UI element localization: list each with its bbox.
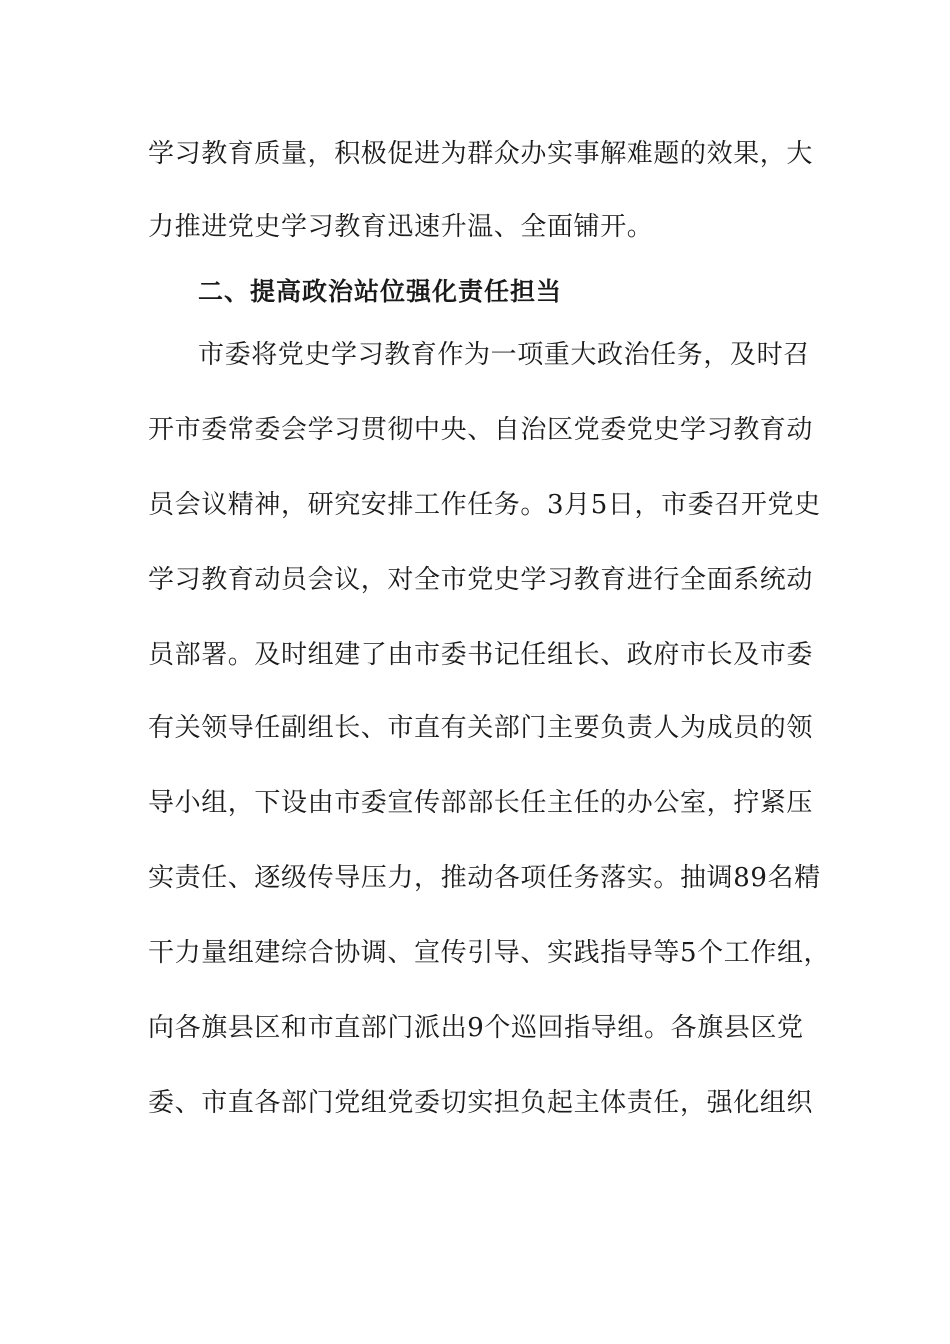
paragraph-line: 员部署。及时组建了由市委书记任组长、政府市长及市委 — [148, 640, 814, 670]
paragraph-line: 力推进党史学习教育迅速升温、全面铺开。 — [148, 212, 654, 242]
paragraph-line: 导小组，下设由市委宣传部部长任主任的办公室，拧紧压 — [148, 788, 814, 818]
paragraph-line: 学习教育质量，积极促进为群众办实事解难题的效果，大 — [148, 139, 814, 169]
section-heading: 二、提高政治站位强化责任担当 — [198, 277, 563, 306]
paragraph-line: 员会议精神，研究安排工作任务。3月5日，市委召开党史 — [148, 490, 821, 520]
paragraph-line: 开市委常委会学习贯彻中央、自治区党委党史学习教育动 — [148, 415, 814, 445]
paragraph-line: 市委将党史学习教育作为一项重大政治任务，及时召 — [198, 340, 810, 370]
paragraph-line: 有关领导任副组长、市直有关部门主要负责人为成员的领 — [148, 713, 814, 743]
paragraph-line: 干力量组建综合协调、宣传引导、实践指导等5个工作组， — [148, 938, 831, 968]
paragraph-line: 学习教育动员会议，对全市党史学习教育进行全面系统动 — [148, 565, 814, 595]
paragraph-line: 向各旗县区和市直部门派出9个巡回指导组。各旗县区党 — [148, 1013, 804, 1043]
paragraph-line: 委、市直各部门党组党委切实担负起主体责任，强化组织 — [148, 1088, 814, 1118]
paragraph-line: 实责任、逐级传导压力，推动各项任务落实。抽调89名精 — [148, 863, 821, 893]
